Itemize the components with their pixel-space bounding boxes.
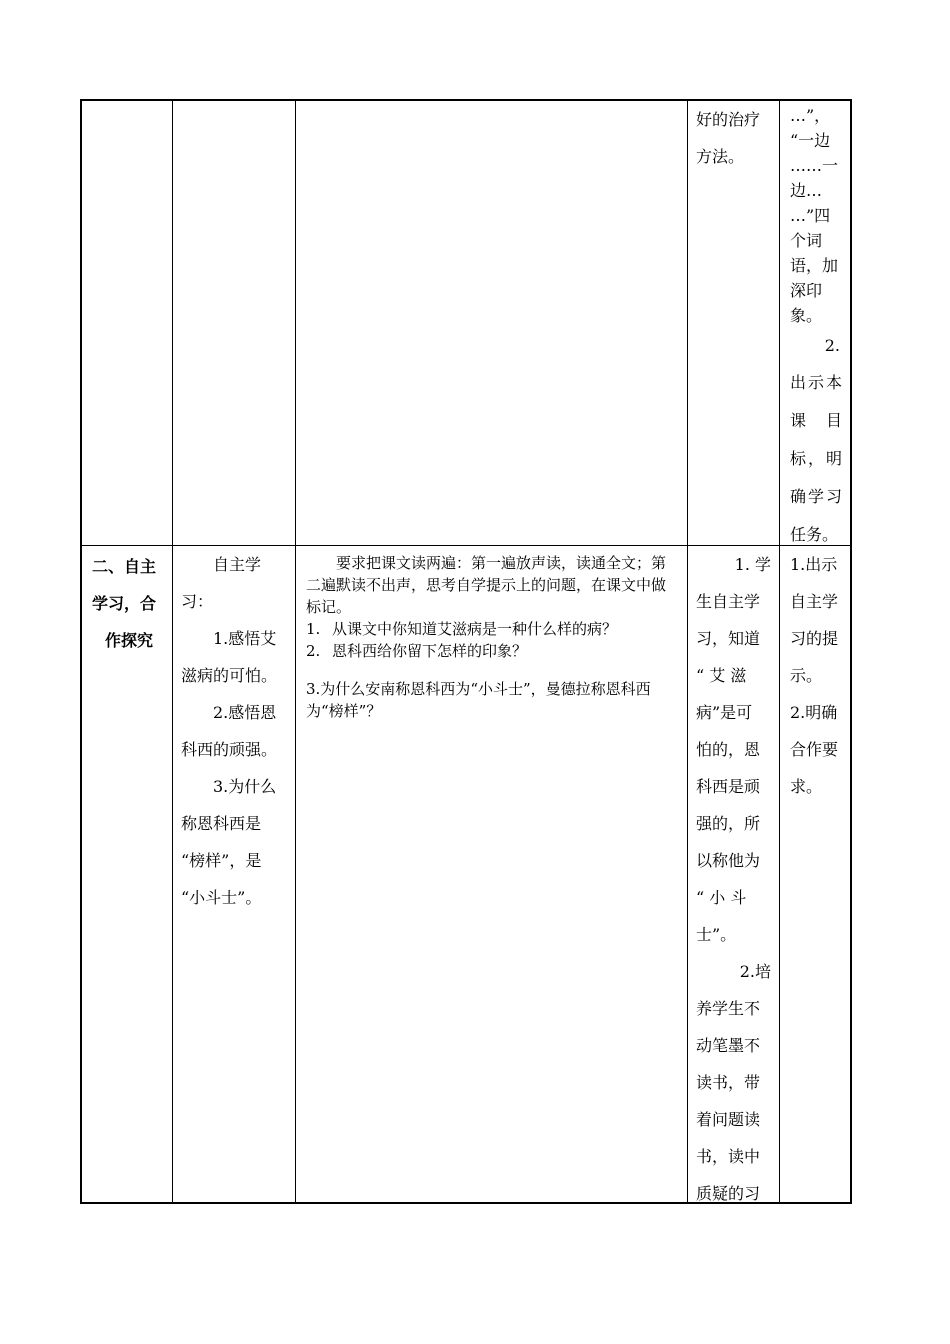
reading-requirement: 要求把课文读两遍：第一遍放声读，读通全文；第二遍默读不出声，思考自学提示上的问题，在课文中做标记。 [306,554,667,616]
student-activity-line: 病”是可 [696,703,753,722]
design-intent-line: 深印 [790,281,823,300]
student-activity-line: “ 艾 滋 [696,666,747,685]
student-activity-cell [688,546,780,1202]
student-activity-line: 养学生不 [696,999,761,1018]
design-intent-line: 求。 [790,777,823,796]
design-intent-line: 示。 [790,666,823,685]
design-intent-line: 2.明确 [790,703,838,722]
design-intent-cell [780,546,850,1202]
student-activity-line: 着问题读 [696,1110,761,1129]
student-activity-line: 以称他为 [696,851,761,870]
objective-cell [173,546,296,1202]
design-intent-line: 课 目 [790,411,842,430]
design-intent-cell [780,101,850,545]
design-intent-line: …”， [790,106,831,125]
student-activity-line: 书，读中 [696,1147,761,1166]
student-activity-line: 士”。 [696,925,737,944]
stage-title-line: 二、自主 [92,557,157,576]
design-intent-line: 自主学 [790,592,839,611]
objective-line: “榜样”，是 [181,851,262,870]
question-item: 1. 从课文中你知道艾滋病是一种什么样的病？ [306,620,618,638]
student-activity-line: 2.培 [739,962,771,981]
question-item: 2. 恩科西给你留下怎样的印象？ [306,642,528,660]
objective-line: 习： [181,592,214,611]
design-intent-line: 合作要 [790,740,839,759]
design-intent-line: 任务。 [790,525,839,544]
design-intent-line: 1.出示 [790,555,838,574]
stage-title-line: 作探究 [104,631,153,650]
student-activity-line: 强的，所 [696,814,761,833]
design-intent-line: ……一 [790,156,839,175]
design-intent-line: 标，明 [790,449,842,468]
objective-line: 滋病的可怕。 [181,666,278,685]
student-activity-line: 1. 学 [734,555,771,574]
objective-line: 称恩科西是 [181,814,262,833]
design-intent-line: 边… [790,181,823,200]
objective-line: 2.感悟恩 [213,703,277,722]
objective-line: “小斗士”。 [181,888,262,907]
student-activity-line: “ 小 斗 [696,888,747,907]
stage-cell-empty [82,101,173,545]
design-intent-line: 个词 [790,231,823,250]
objective-line: 科西的顽强。 [181,740,278,759]
student-activity-line: 怕的，恩 [696,740,761,759]
student-activity-line: 习，知道 [696,629,761,648]
student-activity-line: 读书，带 [696,1073,761,1092]
design-intent-line: 象。 [790,306,823,325]
question-list [306,618,679,662]
design-intent-line: “一边 [790,131,831,150]
student-activity-line: 科西是顽 [696,777,761,796]
objective-line: 1.感悟艾 [213,629,277,648]
objective-line: 自主学 [213,555,262,574]
objective-cell-empty [173,101,296,545]
content-cell-empty [296,101,688,545]
content-cell [296,546,688,1202]
design-intent-line: 语，加 [790,256,839,275]
stage-cell [82,546,173,1202]
design-intent-line: …”四 [790,206,831,225]
student-activity-line: 方法。 [696,147,745,166]
design-intent-line: 习的提 [790,629,839,648]
table-row-continued [82,101,850,546]
design-intent-line: 确学习 [790,487,842,506]
design-intent-line: 2. [824,336,840,355]
question-item-3: 3.为什么安南称恩科西为“小斗士”，曼德拉称恩科西为“榜样”？ [306,680,651,720]
student-activity-line: 好的治疗 [696,110,761,129]
student-activity-cell [688,101,780,545]
stage-title-line: 学习，合 [92,594,157,613]
design-intent-line: 出示本 [790,373,842,392]
student-activity-line: 质疑的习 [696,1184,761,1202]
student-activity-line: 生自主学 [696,592,761,611]
table-row-self-study [82,546,850,1202]
student-activity-line: 动笔墨不 [696,1036,761,1055]
lesson-plan-table [80,99,852,1204]
objective-line: 3.为什么 [213,777,277,796]
